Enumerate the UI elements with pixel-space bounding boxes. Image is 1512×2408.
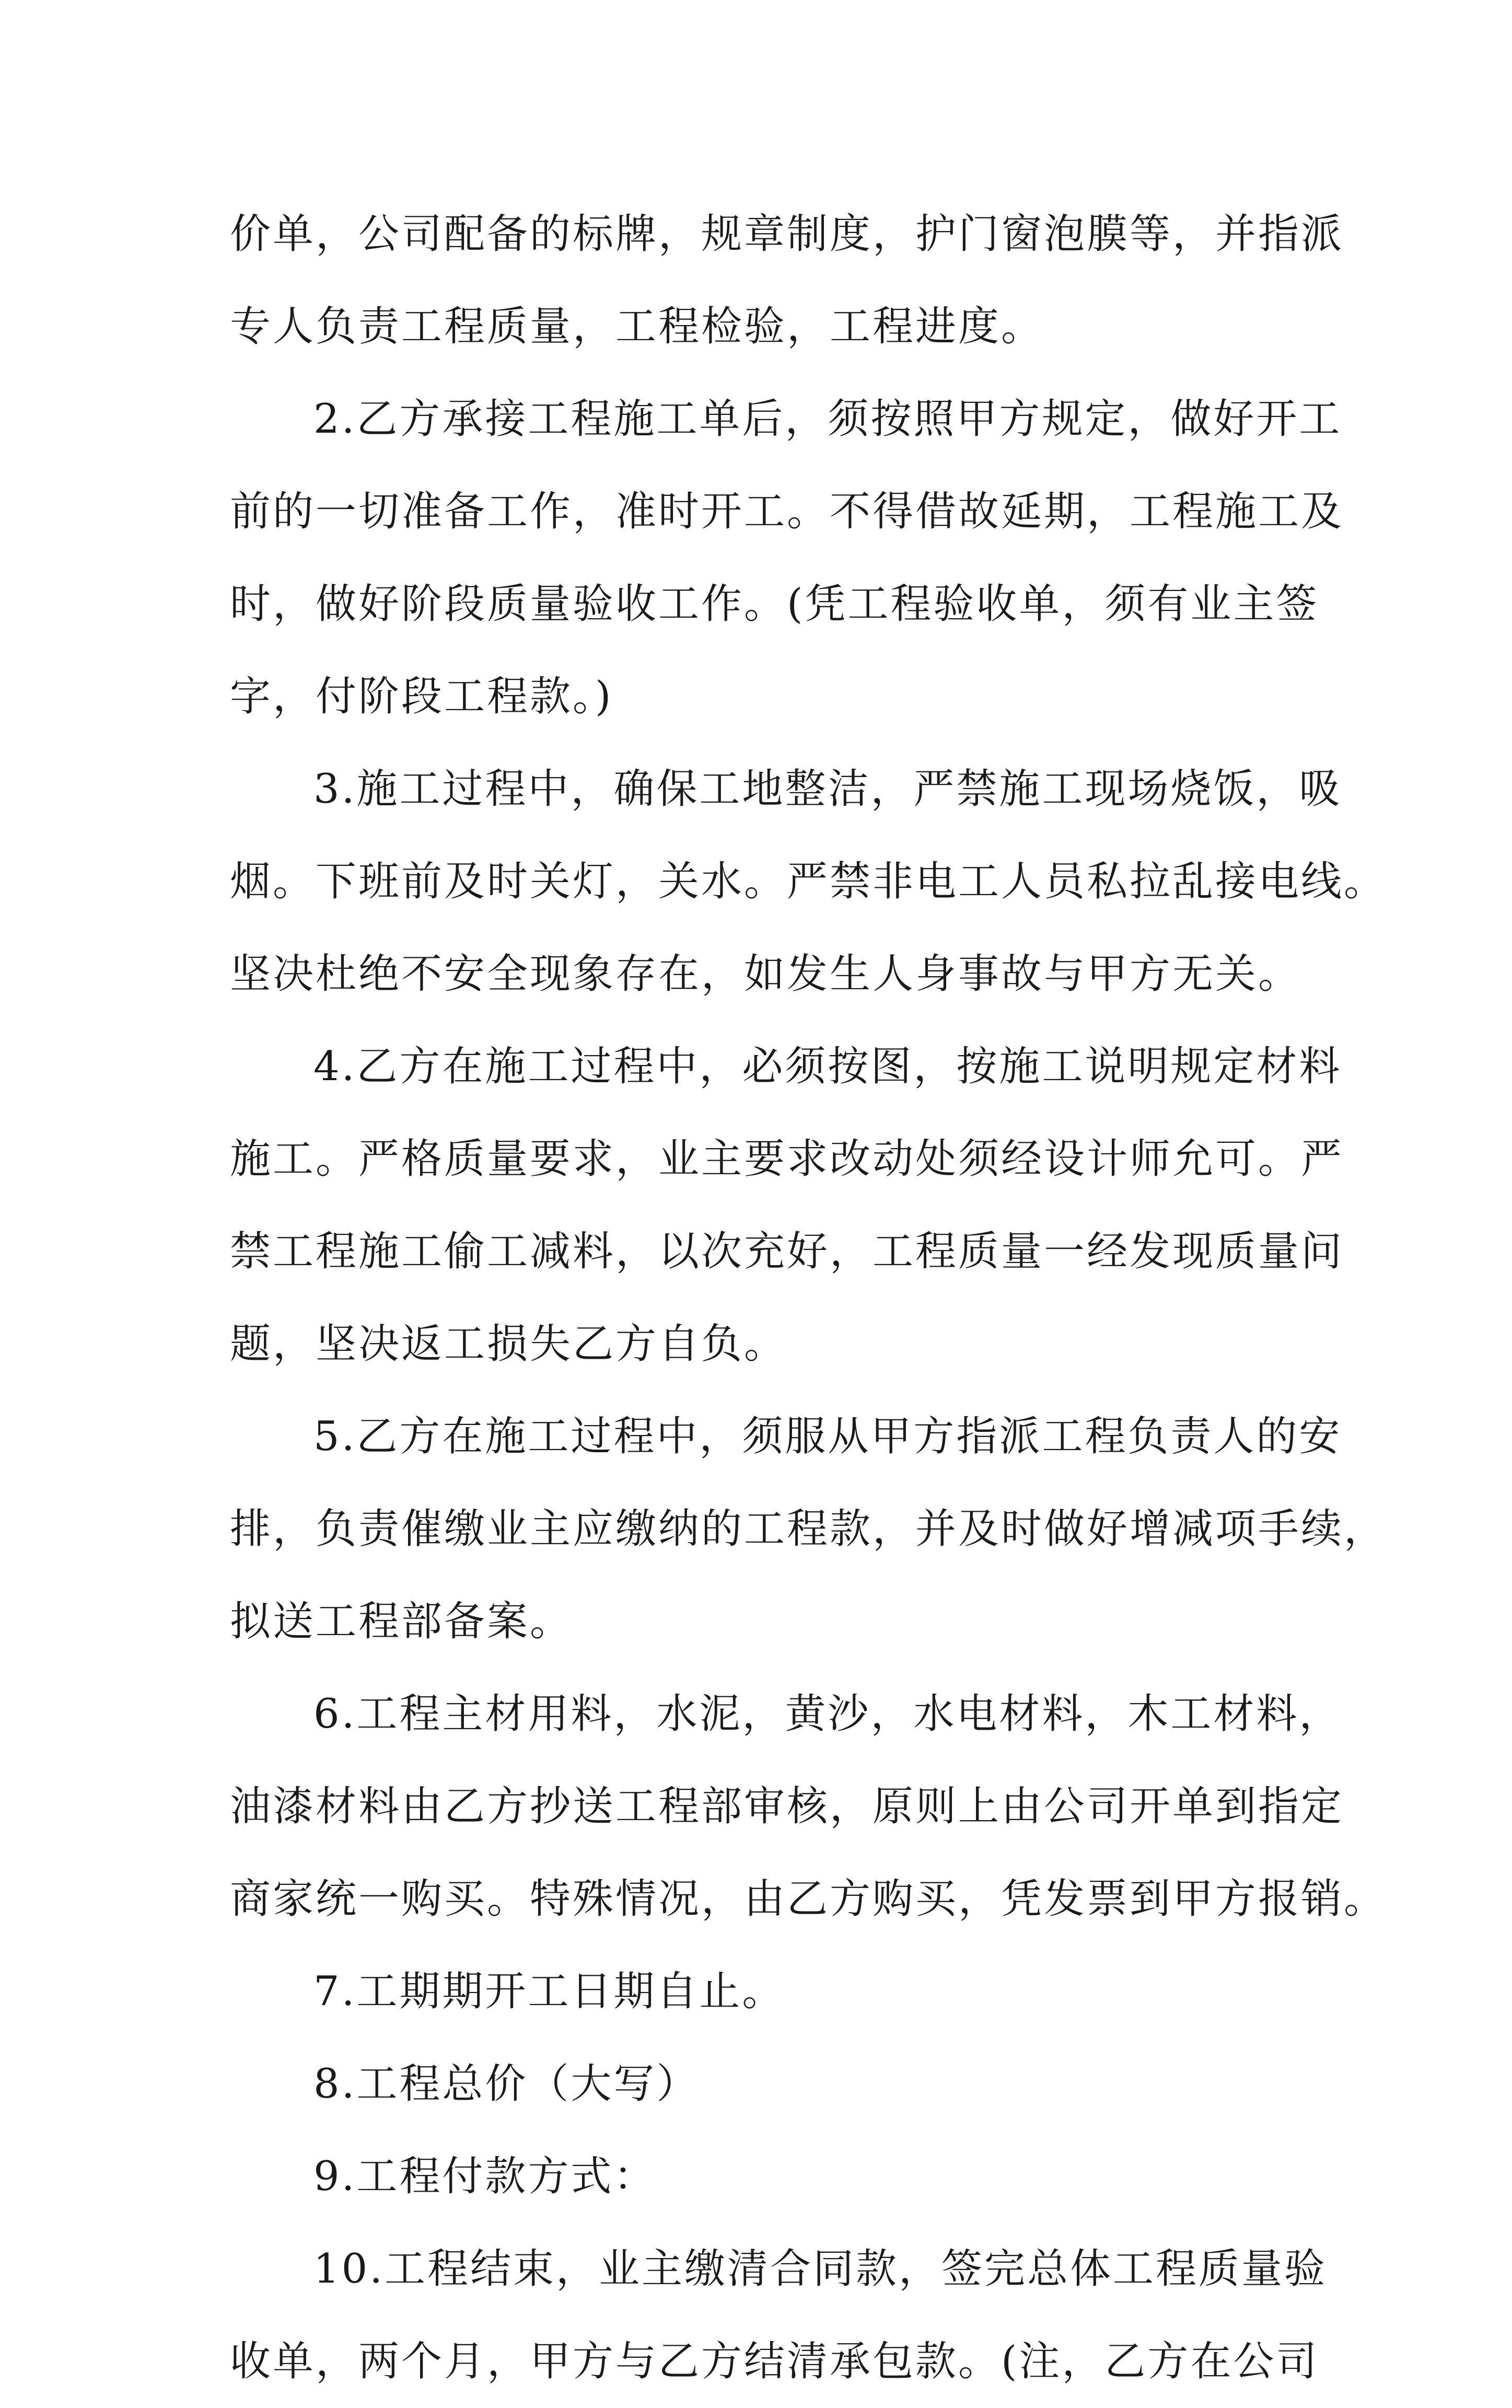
text-line: 时，做好阶段质量验收工作。(凭工程验收单，须有业主签 bbox=[230, 581, 1319, 628]
text-line: 题，坚决返工损失乙方自负。 bbox=[230, 1321, 787, 1368]
clause-10-line: 10.工程结束，业主缴清合同款，签完总体工程质量验 bbox=[313, 2245, 1328, 2293]
text-line: 字，付阶段工程款。) bbox=[230, 673, 613, 720]
clause-7-line: 7.工期期开工日期自止。 bbox=[313, 1968, 785, 2015]
text-line: 油漆材料由乙方抄送工程部审核，原则上由公司开单到指定 bbox=[230, 1783, 1344, 1830]
clause-9-line: 9.工程付款方式： bbox=[313, 2153, 657, 2200]
document-body bbox=[230, 188, 1387, 2408]
clause-5-line: 5.乙方在施工过程中，须服从甲方指派工程负责人的安 bbox=[313, 1413, 1342, 1460]
text-line: 坚决杜绝不安全现象存在，如发生人身事故与甲方无关。 bbox=[230, 951, 1301, 998]
clause-4-line: 4.乙方在施工过程中，必须按图，按施工说明规定材料 bbox=[313, 1043, 1342, 1090]
clause-3-line: 3.施工过程中，确保工地整洁，严禁施工现场烧饭，吸 bbox=[313, 766, 1342, 813]
clause-8-line: 8.工程总价（大写） bbox=[313, 2060, 700, 2108]
text-line: 前的一切准备工作，准时开工。不得借故延期，工程施工及 bbox=[230, 488, 1344, 535]
clause-6-line: 6.工程主材用料，水泥，黄沙，水电材料，木工材料， bbox=[313, 1691, 1342, 1738]
text-line: 专人负责工程质量，工程检验，工程进度。 bbox=[230, 303, 1044, 350]
text-line: 商家统一购买。特殊情况，由乙方购买，凭发票到甲方报销。 bbox=[230, 1876, 1387, 1923]
text-line: 价单，公司配备的标牌，规章制度，护门窗泡膜等，并指派 bbox=[230, 211, 1344, 258]
text-line: 施工。严格质量要求，业主要求改动处须经设计师允可。严 bbox=[230, 1136, 1344, 1183]
text-line: 烟。下班前及时关灯，关水。严禁非电工人员私拉乱接电线。 bbox=[230, 858, 1387, 905]
text-line: 收单，两个月，甲方与乙方结清承包款。(注，乙方在公司 bbox=[230, 2338, 1319, 2385]
text-line: 拟送工程部备案。 bbox=[230, 1598, 573, 1645]
clause-2-line: 2.乙方承接工程施工单后，须按照甲方规定，做好开工 bbox=[313, 396, 1342, 443]
text-line: 禁工程施工偷工减料，以次充好，工程质量一经发现质量问 bbox=[230, 1228, 1344, 1275]
text-line: 排，负责催缴业主应缴纳的工程款，并及时做好增减项手续， bbox=[230, 1506, 1387, 1553]
